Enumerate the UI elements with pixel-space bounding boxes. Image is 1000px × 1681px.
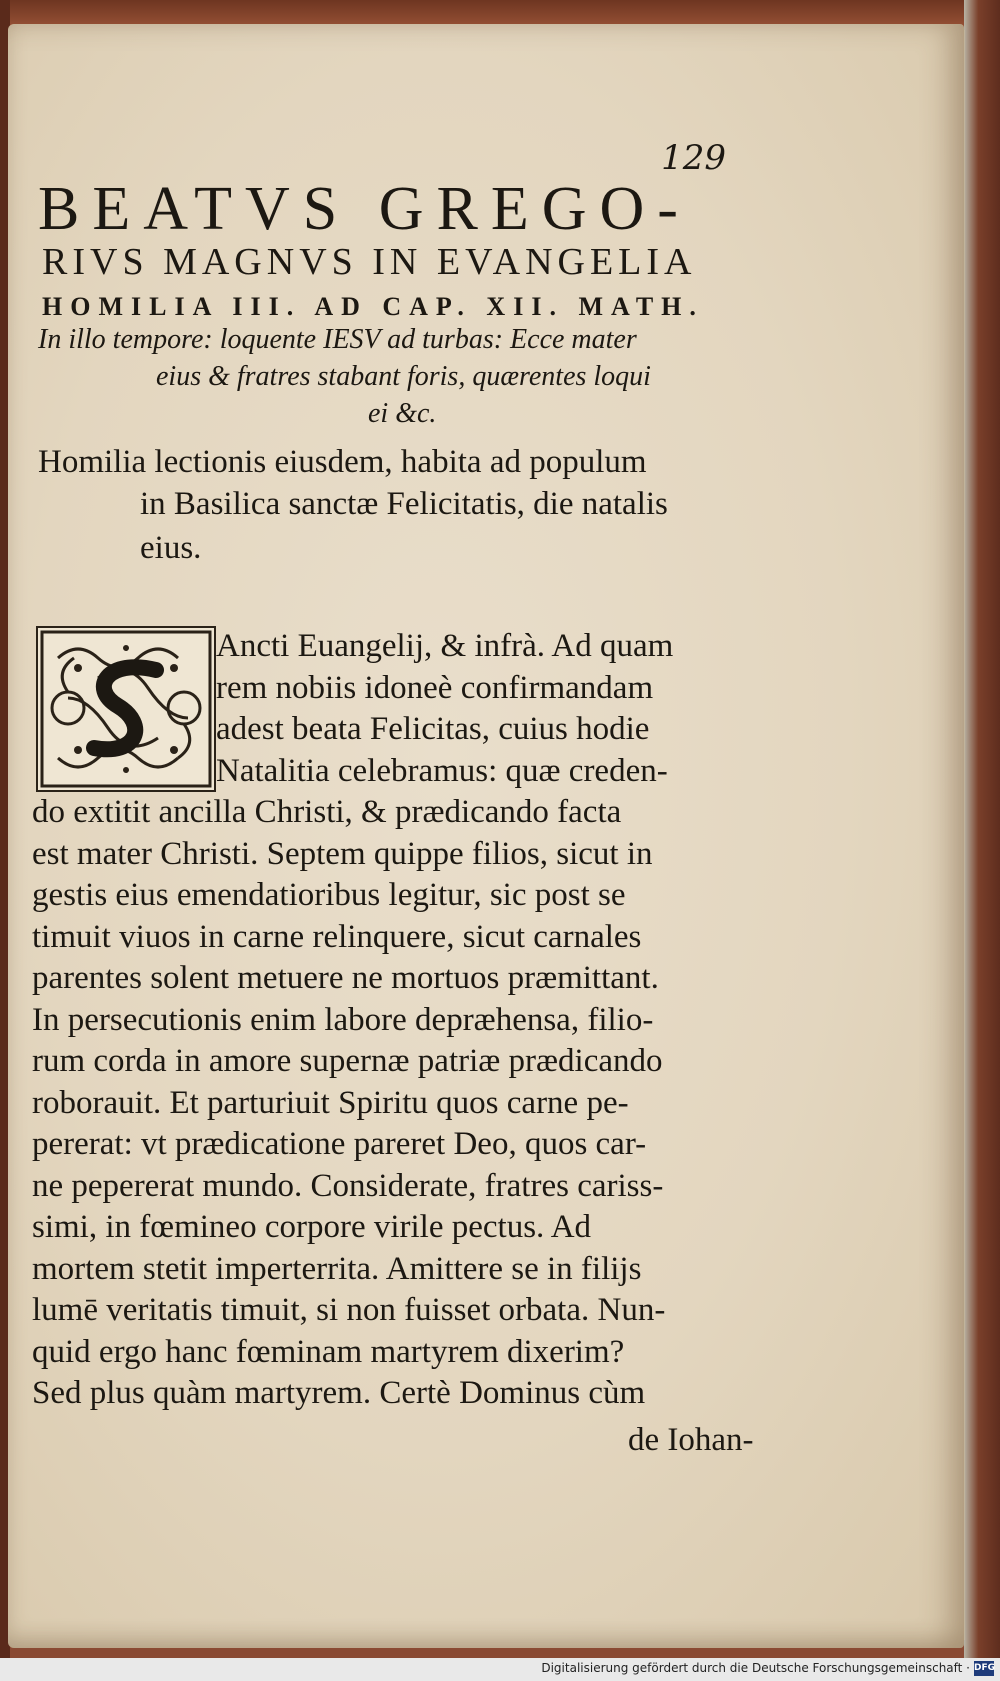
body-line: do extitit ancilla Christi, & prædicando facta xyxy=(32,794,622,830)
binding-right xyxy=(964,0,1000,1658)
decorated-initial-s xyxy=(36,626,216,792)
body-line: Ancti Euangelij, & infrà. Ad quam xyxy=(216,628,674,664)
dfg-logo-icon: DFG xyxy=(974,1661,994,1676)
body-line: rum corda in amore supernæ patriæ prædicando xyxy=(32,1043,663,1079)
scripture-line-2: eius & fratres stabant foris, quærentes loqui xyxy=(156,361,651,392)
catchword: de Iohan- xyxy=(628,1422,754,1458)
body-line: adest beata Felicitas, cuius hodie xyxy=(216,711,650,747)
body-line: Sed plus quàm martyrem. Certè Dominus cùm xyxy=(32,1375,646,1411)
body-line: ne pepererat mundo. Considerate, fratres cariss- xyxy=(32,1167,664,1204)
body-line: lumē veritatis timuit, si non fuisset orbata. Nun- xyxy=(32,1292,666,1328)
body-line: In persecutionis enim labore depræhensa, filio- xyxy=(32,1001,654,1038)
footer-credit: Digitalisierung gefördert durch die Deutsche Forschungsgemeinschaft · xyxy=(541,1661,970,1675)
body-line: est mater Christi. Septem quippe filios, sicut in xyxy=(32,835,653,872)
body-line: simi, in fœmineo corpore virile pectus. Ad xyxy=(32,1209,592,1245)
heading-line-3: HOMILIA III. AD CAP. XII. MATH. xyxy=(42,292,704,321)
heading-line-2: RIVS MAGNVS IN EVANGELIA xyxy=(42,241,697,283)
footer-bar xyxy=(0,1658,1000,1681)
body-line: roborauit. Et parturiuit Spiritu quos carne pe- xyxy=(32,1084,629,1121)
body-line: quid ergo hanc fœminam martyrem dixerim? xyxy=(32,1333,625,1370)
body-line: gestis eius emendatioribus legitur, sic post se xyxy=(32,877,626,913)
body-line: rem nobiis idoneè confirmandam xyxy=(216,669,654,706)
body-line: mortem stetit imperterrita. Amittere se in filijs xyxy=(32,1250,642,1287)
subtitle-line-1: Homilia lectionis eiusdem, habita ad populum xyxy=(38,444,647,480)
subtitle-line-3: eius. xyxy=(140,530,202,566)
scripture-line-3: ei &c. xyxy=(368,398,437,429)
scripture-line-1: In illo tempore: loquente IESV ad turbas: Ecce mater xyxy=(38,324,637,355)
book-page xyxy=(8,24,964,1648)
heading-line-1: BEATVS GREGO- xyxy=(38,175,691,243)
body-line: parentes solent metuere ne mortuos præmittant. xyxy=(32,960,659,996)
body-line: Natalitia celebramus: quæ creden- xyxy=(216,752,668,789)
subtitle-line-2: in Basilica sanctæ Felicitatis, die natalis xyxy=(140,486,668,522)
body-line: timuit viuos in carne relinquere, sicut carnales xyxy=(32,918,642,955)
body-line: pererat: vt prædicatione pareret Deo, quos car- xyxy=(32,1126,647,1162)
page-number: 129 xyxy=(661,138,726,178)
